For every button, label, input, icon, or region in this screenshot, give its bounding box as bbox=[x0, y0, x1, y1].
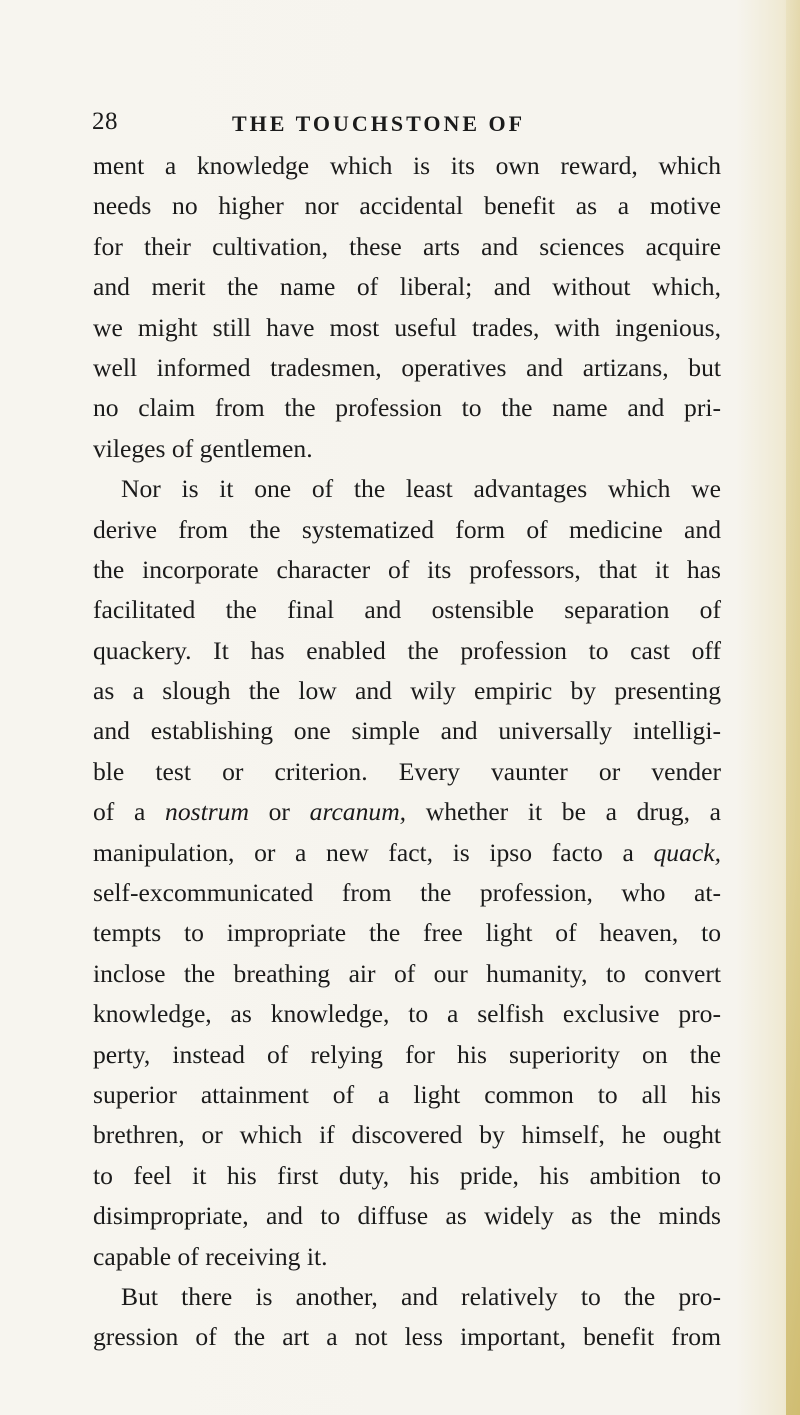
italic-term-quack: quack, bbox=[653, 837, 721, 867]
text-line: self-excommunicated from the profession, who at- bbox=[93, 878, 721, 908]
text-line: perty, instead of relying for his superiority on the bbox=[93, 1039, 721, 1069]
text-line-with-italics bbox=[93, 792, 721, 832]
text-line: tempts to impropriate the free light of heaven, to bbox=[93, 918, 721, 948]
text-line: the incorporate character of its professors, that it has bbox=[93, 554, 721, 584]
text-line: gression of the art a not less important, benefit from bbox=[93, 1322, 721, 1352]
page-edge-stain bbox=[786, 0, 800, 1415]
text-line: ment a knowledge which is its own reward, which bbox=[93, 151, 721, 180]
text-line: needs no higher nor accidental benefit as a motive bbox=[93, 191, 721, 221]
text-line-with-italics bbox=[93, 833, 721, 873]
text-line: to feel it his first duty, his pride, his ambition to bbox=[93, 1160, 721, 1190]
text-segment: or bbox=[248, 797, 310, 827]
text-segment: whether it be a drug, a bbox=[406, 797, 722, 827]
paragraph-end-line: capable of receiving it. bbox=[93, 1241, 328, 1271]
text-line: quackery. It has enabled the profession to cast off bbox=[93, 635, 721, 665]
italic-term-arcanum: arcanum, bbox=[309, 797, 407, 827]
paragraph-end-line: vileges of gentlemen. bbox=[93, 433, 313, 463]
paragraph-start-line: Nor is it one of the least advantages which we bbox=[121, 474, 721, 504]
text-line: well informed tradesmen, operatives and artizans, but bbox=[93, 352, 721, 382]
paragraph-start-line: But there is another, and relatively to the pro- bbox=[121, 1281, 721, 1311]
page-header bbox=[92, 108, 720, 142]
text-line: as a slough the low and wily empiric by presenting bbox=[93, 676, 721, 706]
body-text bbox=[93, 146, 721, 1358]
text-line: knowledge, as knowledge, to a selfish exclusive pro- bbox=[93, 999, 721, 1029]
text-line: and establishing one simple and universally intelligi- bbox=[93, 716, 721, 746]
text-line: we might still have most useful trades, with ingenious, bbox=[93, 312, 721, 342]
text-line: inclose the breathing air of our humanity, to convert bbox=[93, 958, 721, 988]
text-line: superior attainment of a light common to all his bbox=[93, 1079, 721, 1109]
text-line: derive from the systematized form of medicine and bbox=[93, 514, 721, 544]
text-line: disimpropriate, and to diffuse as widely as the minds bbox=[93, 1201, 721, 1231]
italic-term-nostrum: nostrum bbox=[165, 797, 249, 827]
running-head: THE TOUCHSTONE OF bbox=[232, 111, 526, 136]
text-line: brethren, or which if discovered by himself, he ought bbox=[93, 1120, 721, 1150]
text-line: for their cultivation, these arts and sciences acquire bbox=[93, 231, 721, 261]
text-line: facilitated the final and ostensible separation of bbox=[93, 595, 721, 625]
text-line: no claim from the profession to the name and pri- bbox=[93, 393, 721, 423]
text-segment: manipulation, or a new fact, is ipso facto a bbox=[93, 837, 654, 867]
text-segment: of a bbox=[93, 797, 166, 827]
text-line: and merit the name of liberal; and without which, bbox=[93, 272, 721, 302]
page-number: 28 bbox=[92, 108, 118, 135]
text-line: ble test or criterion. Every vaunter or vender bbox=[93, 756, 721, 786]
